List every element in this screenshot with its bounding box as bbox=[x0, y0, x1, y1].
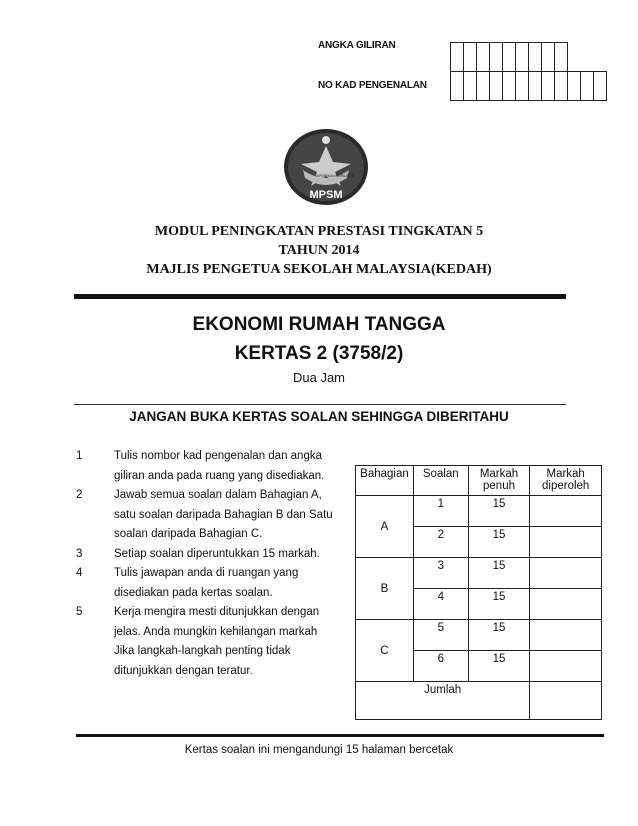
no-kad-label: NO KAD PENGENALAN bbox=[318, 80, 427, 91]
table-row: B 3 15 bbox=[356, 558, 602, 589]
warning-rule bbox=[74, 404, 566, 405]
logo-ribbon-text: KEPIMPINAN BERKUALITI bbox=[315, 174, 355, 178]
mpsm-logo bbox=[283, 128, 369, 206]
total-row bbox=[356, 682, 602, 720]
header-bahagian: Bahagian bbox=[356, 466, 414, 496]
footer-text: Kertas soalan ini mengandungi 15 halaman bercetak bbox=[184, 744, 454, 756]
total-input[interactable] bbox=[530, 682, 602, 720]
marks-input[interactable] bbox=[530, 558, 602, 589]
header-markah-penuh: Markah penuh bbox=[468, 466, 530, 496]
angka-giliran-label: ANGKA GILIRAN bbox=[318, 40, 396, 51]
duration: Dua Jam bbox=[292, 370, 346, 385]
header-rule bbox=[74, 294, 566, 299]
instruction-item: 3 Setiap soalan diperuntukkan 15 markah. bbox=[76, 547, 320, 560]
instruction-item: 2 Jawab semua soalan dalam Bahagian A, satu soalan daripada Bahagian B dan Satu soalan daripada Bahagian C. bbox=[76, 489, 333, 540]
angka-giliran-boxes[interactable] bbox=[450, 42, 568, 72]
marks-input[interactable] bbox=[530, 527, 602, 558]
subject-title: EKONOMI RUMAH TANGGA bbox=[192, 314, 446, 335]
council-title: MAJLIS PENGETUA SEKOLAH MALAYSIA(KEDAH) bbox=[146, 262, 492, 277]
marks-input[interactable] bbox=[530, 651, 602, 682]
instruction-item: 1 Tulis nombor kad pengenalan dan angka giliran anda pada ruang yang disediakan. bbox=[76, 450, 325, 482]
table-row: 2 15 bbox=[356, 527, 602, 558]
header-markah-diperoleh: Markah diperoleh bbox=[530, 466, 602, 496]
table-header-row bbox=[356, 466, 602, 496]
paper-title: KERTAS 2 (3758/2) bbox=[234, 343, 404, 364]
logo-text: MPSM bbox=[309, 189, 343, 201]
warning-text: JANGAN BUKA KERTAS SOALAN SEHINGGA DIBERITAHU bbox=[129, 409, 509, 424]
section-b: B bbox=[356, 558, 414, 620]
marks-input[interactable] bbox=[530, 620, 602, 651]
marks-input[interactable] bbox=[530, 496, 602, 527]
section-a: A bbox=[356, 496, 414, 558]
table-row: 6 15 bbox=[356, 651, 602, 682]
table-row: A 1 15 bbox=[356, 496, 602, 527]
instruction-item: 4 Tulis jawapan anda di ruangan yang disediakan pada kertas soalan. bbox=[76, 567, 299, 599]
instruction-item: 5 Kerja mengira mesti ditunjukkan dengan jelas. Anda mungkin kehilangan markah Jika langkah-langkah penting tidak ditunjukkan dengan teratur. bbox=[76, 606, 320, 677]
year-title: TAHUN 2014 bbox=[278, 243, 360, 258]
instructions bbox=[76, 447, 346, 681]
module-title: MODUL PENINGKATAN PRESTASI TINGKATAN 5 bbox=[154, 224, 484, 239]
table-row: C 5 15 bbox=[356, 620, 602, 651]
footer-rule bbox=[76, 734, 604, 737]
total-label: Jumlah bbox=[356, 682, 530, 720]
no-kad-boxes[interactable] bbox=[450, 71, 607, 101]
marks-input[interactable] bbox=[530, 589, 602, 620]
table-row: 4 15 bbox=[356, 589, 602, 620]
section-c: C bbox=[356, 620, 414, 682]
header-soalan: Soalan bbox=[413, 466, 468, 496]
marks-table bbox=[355, 465, 602, 720]
